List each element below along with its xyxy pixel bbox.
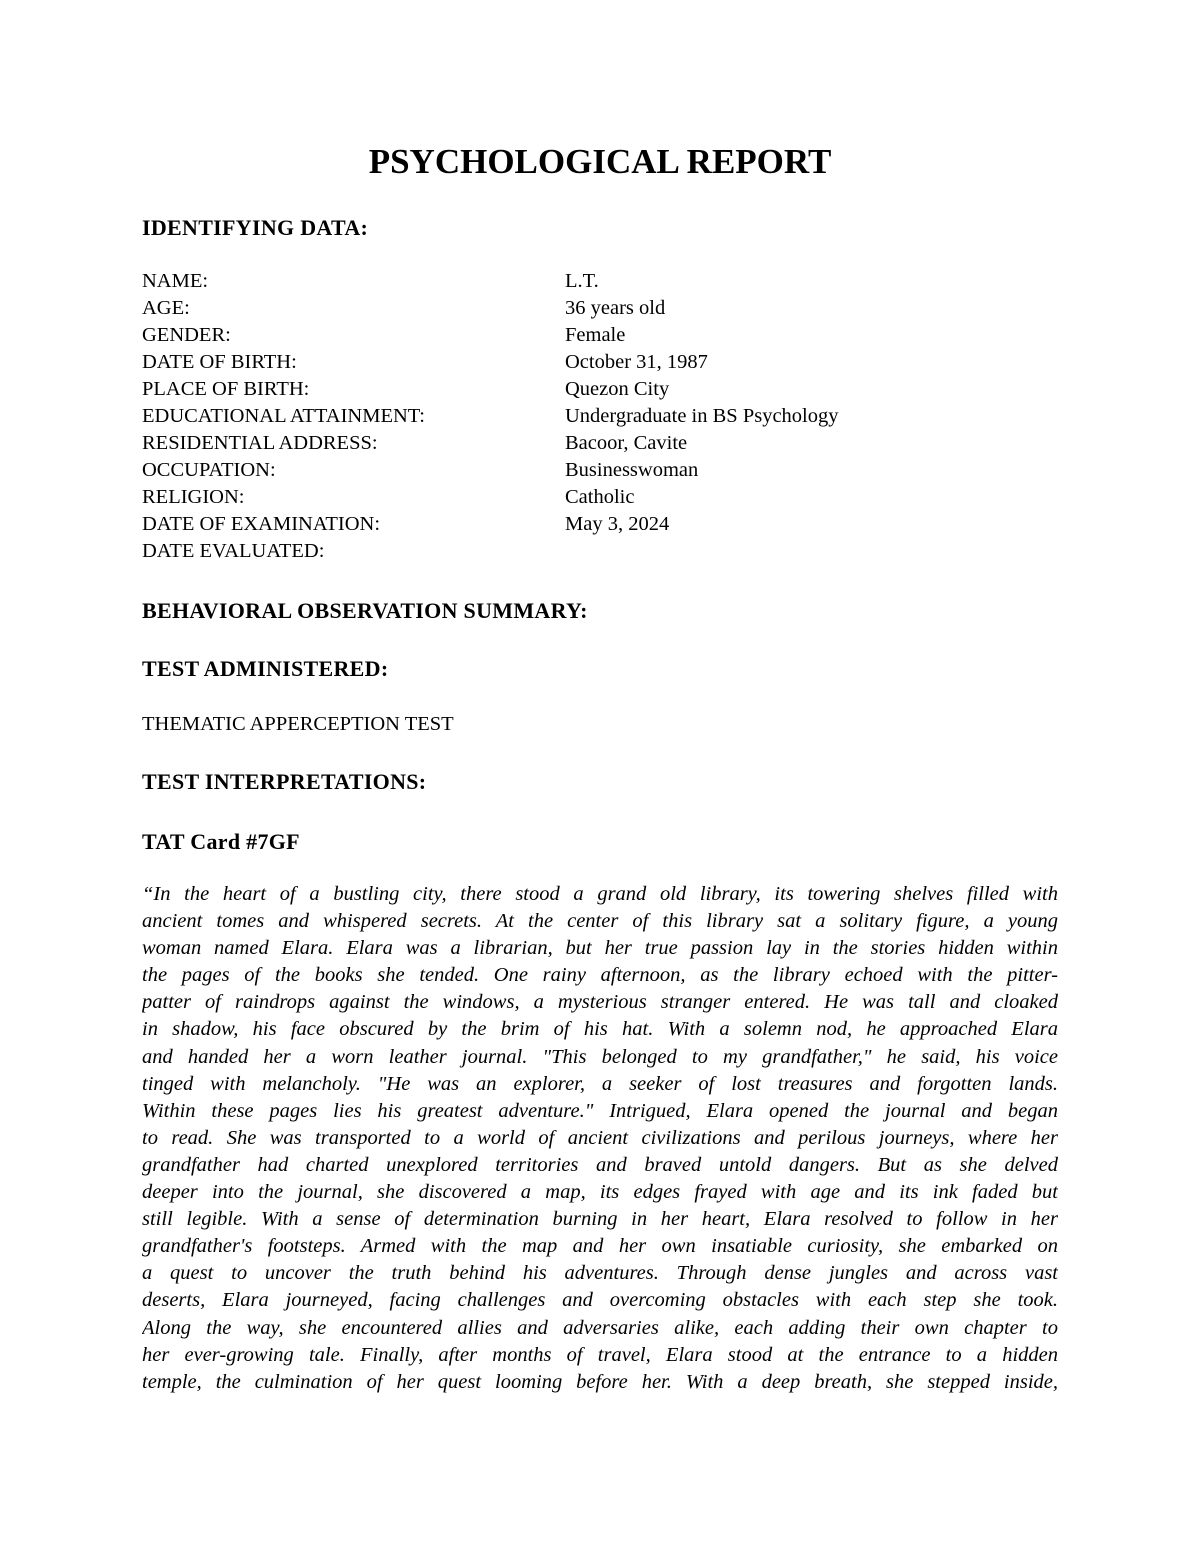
story-line: grandfather had charted unexplored territories and braved untold dangers. But as she delved xyxy=(142,1153,1058,1176)
identifying-row-date-evaluated xyxy=(142,538,1082,565)
story-line: woman named Elara. Elara was a librarian, but her true passion lay in the stories hidden within xyxy=(142,937,1058,960)
field-label: DATE OF BIRTH: xyxy=(142,351,297,373)
story-line: a quest to uncover the truth behind his adventures. Through dense jungles and across vast xyxy=(142,1262,1058,1285)
field-value: October 31, 1987 xyxy=(565,351,708,373)
field-label: GENDER: xyxy=(142,324,231,346)
story-line: grandfather's footsteps. Armed with the map and her own insatiable curiosity, she embarked on xyxy=(142,1235,1058,1258)
identifying-row-date-of-examination xyxy=(142,511,1082,538)
identifying-row-educational-attainment xyxy=(142,403,1082,430)
field-label: EDUCATIONAL ATTAINMENT: xyxy=(142,405,425,427)
test-administered-heading: TEST ADMINISTERED: xyxy=(142,656,389,681)
story-line: patter of raindrops against the windows, a mysterious stranger entered. He was tall and cloaked xyxy=(142,991,1058,1014)
story-line: deserts, Elara journeyed, facing challenges and overcoming obstacles with each step she took. xyxy=(142,1289,1058,1312)
field-value: Undergraduate in BS Psychology xyxy=(565,405,839,427)
story-line: “In the heart of a bustling city, there stood a grand old library, its towering shelves filled with xyxy=(142,883,1058,905)
tat-card-heading: TAT Card #7GF xyxy=(142,829,300,854)
report-title: PSYCHOLOGICAL REPORT xyxy=(368,142,832,181)
test-name: THEMATIC APPERCEPTION TEST xyxy=(142,713,454,735)
field-value: Female xyxy=(565,324,626,346)
field-label: PLACE OF BIRTH: xyxy=(142,378,310,400)
field-value: Bacoor, Cavite xyxy=(565,432,688,454)
field-label: AGE: xyxy=(142,297,190,319)
story-line: and handed her a worn leather journal. "This belonged to my grandfather," he said, his voice xyxy=(142,1045,1058,1068)
story-line: deeper into the journal, she discovered a map, its edges frayed with age and its ink faded but xyxy=(142,1181,1058,1204)
identifying-row-name xyxy=(142,268,1082,295)
field-value: L.T. xyxy=(565,270,599,292)
story-line: ancient tomes and whispered secrets. At the center of this library sat a solitary figure, a young xyxy=(142,910,1058,933)
identifying-row-religion xyxy=(142,484,1082,511)
identifying-row-age xyxy=(142,295,1082,322)
identifying-row-place-of-birth xyxy=(142,376,1082,403)
field-value: May 3, 2024 xyxy=(565,513,670,535)
identifying-data-heading: IDENTIFYING DATA: xyxy=(142,215,369,240)
identifying-row-occupation xyxy=(142,457,1082,484)
story-line: still legible. With a sense of determination burning in her heart, Elara resolved to follow in her xyxy=(142,1208,1058,1231)
field-value: Businesswoman xyxy=(565,459,699,481)
test-interpretations-heading: TEST INTERPRETATIONS: xyxy=(142,769,427,794)
story-line: tinged with melancholy. "He was an explorer, a seeker of lost treasures and forgotten lands. xyxy=(142,1072,1058,1095)
story-line: temple, the culmination of her quest looming before her. With a deep breath, she stepped inside, xyxy=(142,1370,1058,1393)
story-line: Along the way, she encountered allies and adversaries alike, each adding their own chapter to xyxy=(142,1316,1058,1339)
field-label: RELIGION: xyxy=(142,486,245,508)
tat-story-paragraph xyxy=(142,881,1058,1396)
behavioral-observation-heading: BEHAVIORAL OBSERVATION SUMMARY: xyxy=(142,598,588,623)
identifying-row-gender xyxy=(142,322,1082,349)
story-line: to read. She was transported to a world of ancient civilizations and perilous journeys, where her xyxy=(142,1126,1058,1149)
field-label: OCCUPATION: xyxy=(142,459,276,481)
story-line: her ever-growing tale. Finally, after months of travel, Elara stood at the entrance to a hidden xyxy=(142,1343,1058,1366)
field-value: 36 years old xyxy=(565,297,666,319)
field-label: DATE OF EXAMINATION: xyxy=(142,513,381,535)
story-line: in shadow, his face obscured by the brim of his hat. With a solemn nod, he approached Elara xyxy=(142,1018,1058,1041)
identifying-row-residential-address xyxy=(142,430,1082,457)
field-label: NAME: xyxy=(142,270,209,292)
field-value: Catholic xyxy=(565,486,635,508)
field-value: Quezon City xyxy=(565,378,670,400)
identifying-row-date-of-birth xyxy=(142,349,1082,376)
story-line: the pages of the books she tended. One rainy afternoon, as the library echoed with the pitter- xyxy=(142,964,1058,987)
field-label: RESIDENTIAL ADDRESS: xyxy=(142,432,378,454)
field-label: DATE EVALUATED: xyxy=(142,540,325,562)
identifying-data-table xyxy=(142,268,1082,565)
story-line: Within these pages lies his greatest adventure." Intrigued, Elara opened the journal and began xyxy=(142,1099,1058,1122)
